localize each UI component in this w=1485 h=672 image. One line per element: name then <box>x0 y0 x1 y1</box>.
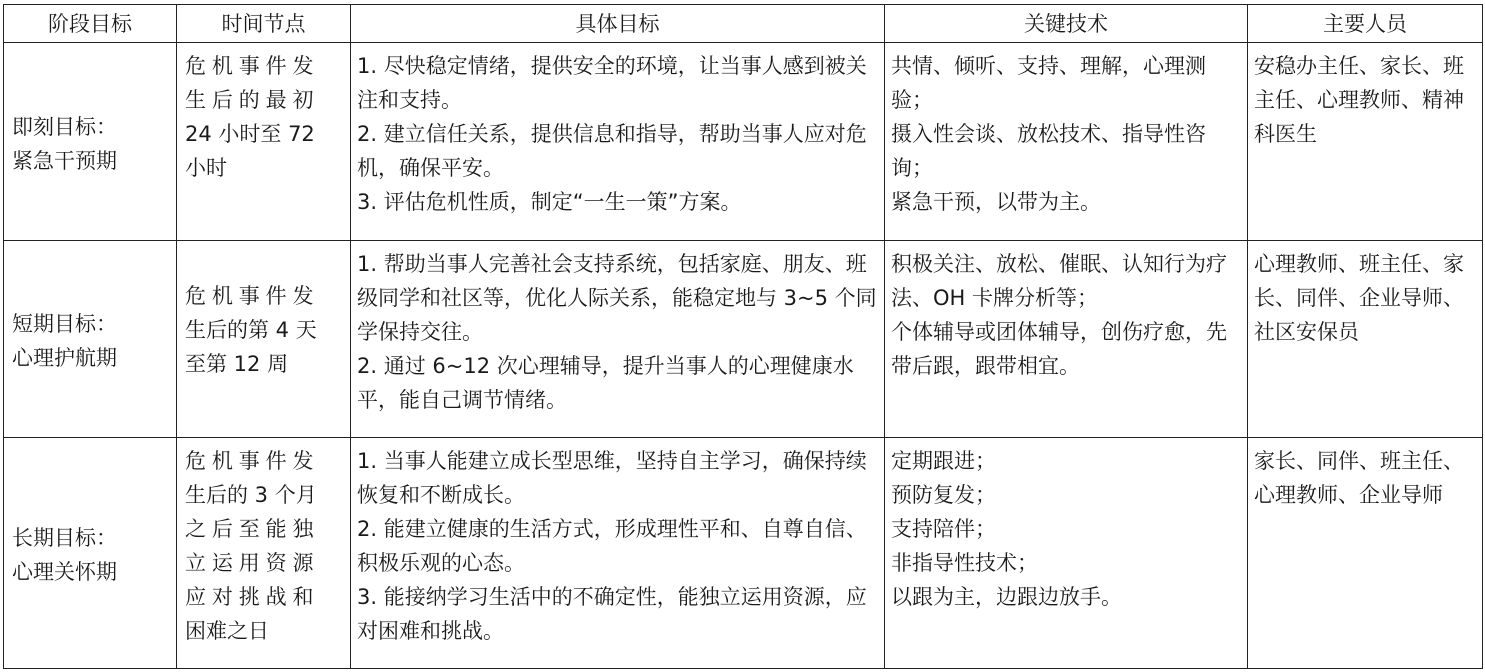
technique-item: 非指导性技术； <box>891 551 1038 575</box>
techniques-cell <box>885 241 1248 438</box>
header-goals: 具体目标 <box>351 5 885 43</box>
stage-title: 即刻目标： <box>12 114 117 139</box>
technique-item: 个体辅导或团体辅导，创伤疗愈，先带后跟，跟带相宜。 <box>891 320 1227 378</box>
techniques-cell <box>885 43 1248 241</box>
time-line: 小时 <box>185 156 227 180</box>
time-line: 生后的第 4 天 <box>185 318 317 342</box>
goal-item: 3. 评估危机性质，制定“一生一策”方案。 <box>357 190 742 214</box>
goal-item: 3. 能接纳学习生活中的不确定性，能独立运用资源，应对困难和挑战。 <box>357 585 867 643</box>
time-line: 危机事件发 <box>185 449 320 473</box>
time-line: 危机事件发 <box>185 54 320 78</box>
table-row <box>4 241 1483 438</box>
time-line: 之后至能独 <box>185 517 320 541</box>
goal-item: 1. 当事人能建立成长型思维，坚持自主学习，确保持续恢复和不断成长。 <box>357 449 867 507</box>
goals-cell <box>351 43 885 241</box>
header-stage: 阶段目标 <box>4 5 177 43</box>
crisis-intervention-table <box>3 4 1483 669</box>
goal-item: 1. 尽快稳定情绪，提供安全的环境，让当事人感到被关注和支持。 <box>357 54 867 112</box>
time-cell <box>177 43 351 241</box>
technique-item: 紧急干预，以带为主。 <box>891 190 1101 214</box>
time-cell <box>177 438 351 669</box>
technique-item: 定期跟进； <box>891 449 996 473</box>
time-line: 至第 12 周 <box>185 352 289 376</box>
technique-item: 预防复发； <box>891 483 996 507</box>
stage-phase: 心理护航期 <box>12 346 117 370</box>
time-line: 应对挑战和 <box>185 585 320 609</box>
stage-phase: 紧急干预期 <box>12 148 117 173</box>
table-row <box>4 438 1483 669</box>
stage-cell <box>4 43 177 241</box>
goal-item: 2. 通过 6~12 次心理辅导，提升当事人的心理健康水平，能自己调节情绪。 <box>357 354 854 412</box>
time-line: 立运用资源 <box>185 551 320 575</box>
goal-item: 1. 帮助当事人完善社会支持系统，包括家庭、朋友、班级同学和社区等，优化人际关系，能稳定地与 3~5 个同学保持交往。 <box>357 252 877 344</box>
personnel-cell: 家长、同伴、班主任、心理教师、企业导师 <box>1248 438 1483 669</box>
stage-title: 长期目标： <box>12 526 117 550</box>
time-line: 生后的最初 <box>185 88 320 112</box>
stage-cell <box>4 241 177 438</box>
time-line: 生后的 3 个月 <box>185 483 317 507</box>
technique-item: 支持陪伴； <box>891 517 996 541</box>
table-row <box>4 43 1483 241</box>
time-cell <box>177 241 351 438</box>
stage-cell <box>4 438 177 669</box>
time-line: 困难之日 <box>185 619 269 643</box>
header-personnel: 主要人员 <box>1248 5 1483 43</box>
technique-item: 摄入性会谈、放松技术、指导性咨询； <box>891 122 1206 180</box>
time-line: 24 小时至 72 <box>185 122 315 146</box>
goals-cell <box>351 241 885 438</box>
technique-item: 共情、倾听、支持、理解，心理测验； <box>891 54 1206 112</box>
techniques-cell <box>885 438 1248 669</box>
technique-item: 以跟为主，边跟边放手。 <box>891 585 1122 609</box>
header-techniques: 关键技术 <box>885 5 1248 43</box>
technique-item: 积极关注、放松、催眠、认知行为疗法、OH 卡牌分析等； <box>891 252 1227 310</box>
stage-title: 短期目标： <box>12 312 117 336</box>
header-row <box>4 5 1483 43</box>
personnel-cell: 安稳办主任、家长、班主任、心理教师、精神科医生 <box>1248 43 1483 241</box>
goals-cell <box>351 438 885 669</box>
goal-item: 2. 能建立健康的生活方式，形成理性平和、自尊自信、积极乐观的心态。 <box>357 517 867 575</box>
time-line: 危机事件发 <box>185 284 320 308</box>
personnel-cell: 心理教师、班主任、家长、同伴、企业导师、社区安保员 <box>1248 241 1483 438</box>
stage-phase: 心理关怀期 <box>12 560 117 584</box>
goal-item: 2. 建立信任关系，提供信息和指导，帮助当事人应对危机，确保平安。 <box>357 122 867 180</box>
header-time: 时间节点 <box>177 5 351 43</box>
